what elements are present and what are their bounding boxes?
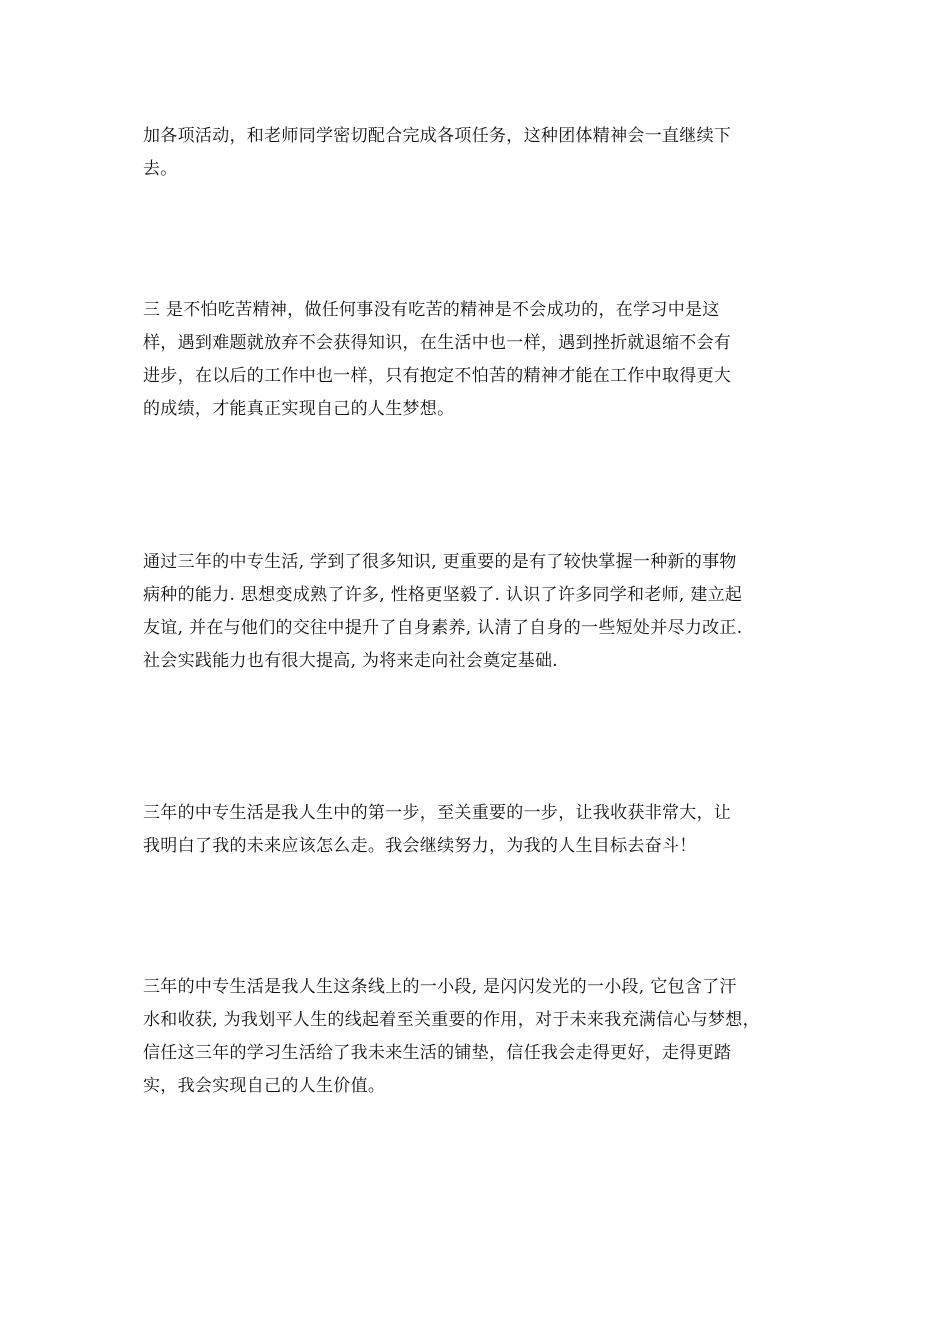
text-line: 信任这三年的学习生活给了我未来生活的铺垫，信任我会走得更好，走得更踏 (143, 1043, 732, 1063)
paragraph-three-years-gains (143, 546, 813, 678)
text-line: 去。 (143, 159, 178, 179)
paragraph-team-spirit-ending (143, 120, 813, 186)
text-line: 友谊, 并在与他们的交往中提升了自身素养, 认清了自身的一些短处并尽力改正. (143, 618, 743, 638)
paragraph-first-step (143, 797, 813, 863)
text-line: 加各项活动，和老师同学密切配合完成各项任务，这种团体精神会一直继续下 (143, 126, 732, 146)
text-line: 的成绩，才能真正实现自己的人生梦想。 (143, 399, 455, 419)
paragraph-hardship-spirit (143, 294, 813, 426)
text-line: 我明白了我的未来应该怎么走。我会继续努力，为我的人生目标去奋斗！ (143, 836, 697, 856)
paragraph-life-segment (143, 971, 813, 1103)
text-line: 病种的能力. 思想变成熟了许多, 性格更坚毅了. 认识了许多同学和老师, 建立起 (143, 585, 743, 605)
text-line: 社会实践能力也有很大提高, 为将来走向社会奠定基础. (143, 651, 559, 671)
text-line: 三年的中专生活是我人生这条线上的一小段, 是闪闪发光的一小段, 它包含了汗 (143, 977, 737, 997)
text-line: 三 是不怕吃苦精神，做任何事没有吃苦的精神是不会成功的，在学习中是这 (143, 300, 720, 320)
text-line: 实，我会实现自己的人生价值。 (143, 1076, 386, 1096)
text-line: 样，遇到难题就放弃不会获得知识，在生活中也一样，遇到挫折就退缩不会有 (143, 333, 732, 353)
text-line: 进步，在以后的工作中也一样，只有抱定不怕苦的精神才能在工作中取得更大 (143, 366, 732, 386)
text-line: 通过三年的中专生活, 学到了很多知识, 更重要的是有了较快掌握一种新的事物 (143, 552, 737, 572)
text-line: 三年的中专生活是我人生中的第一步，至关重要的一步，让我收获非常大，让 (143, 803, 732, 823)
text-line: 水和收获, 为我划平人生的线起着至关重要的作用，对于未来我充满信心与梦想， (143, 1010, 760, 1030)
